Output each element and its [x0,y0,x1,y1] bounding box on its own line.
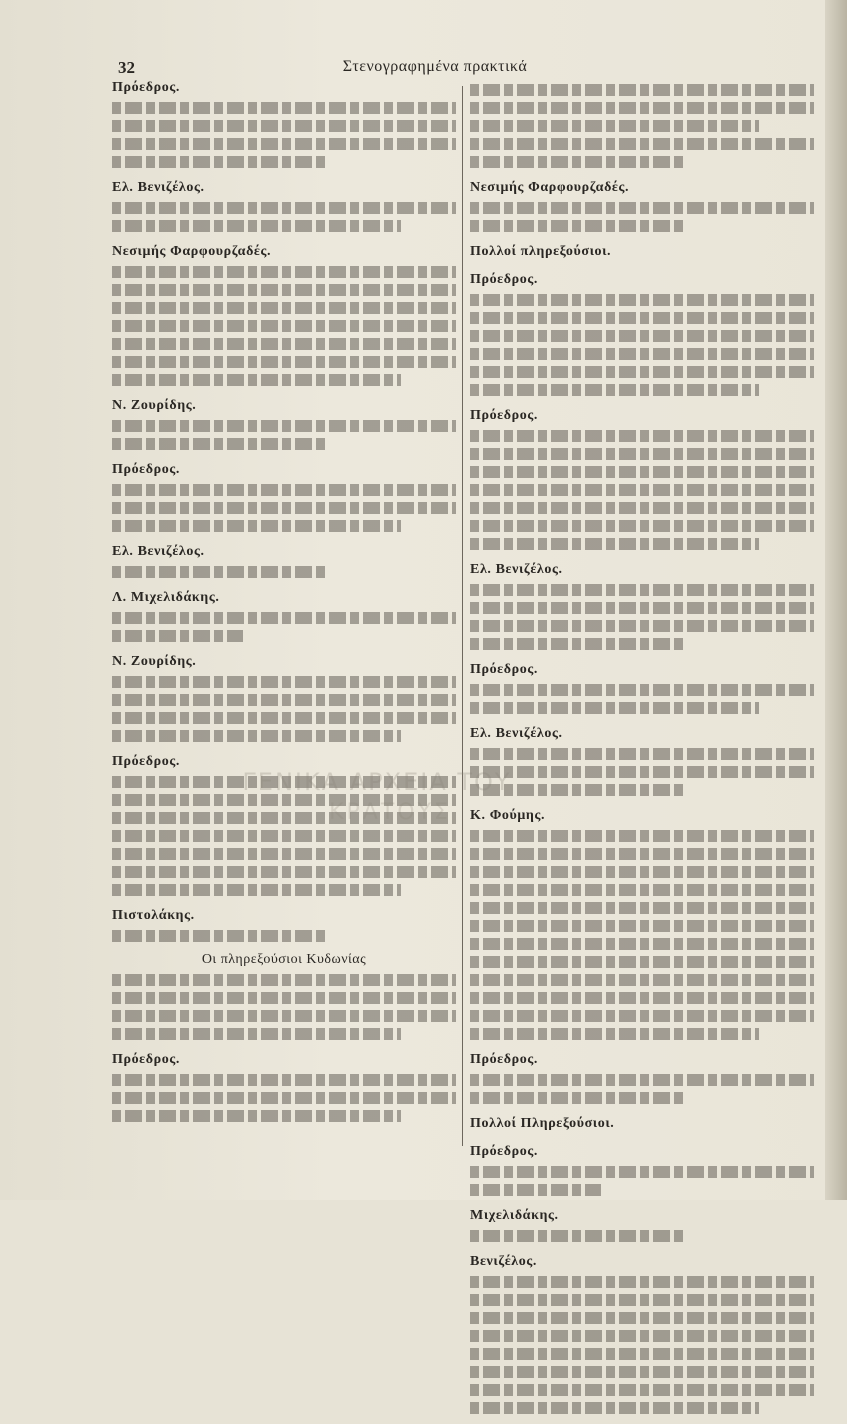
speech-block [112,1050,456,1122]
running-head: Στενογραφημένα πρακτικά [342,58,528,75]
speech-block [470,1206,814,1242]
speaker-name: Λ. Μιχελιδάκης. [112,590,220,605]
speech-block [470,806,814,1040]
speaker-name: Νεσιμής Φαρφουρζαδές. [112,244,272,259]
speech-block [470,560,814,650]
watermark: ΓΕΝΙΚΑ ΑΡΧΕΙΑ ΤΟΥ [242,768,512,796]
speech-block [112,178,456,232]
speaker-name: Ελ. Βενιζέλος. [470,726,563,741]
speaker-name: Μιχελιδάκης. [470,1208,559,1223]
speaker-name: Πρόεδρος. [470,1144,538,1159]
speech-block [470,178,814,232]
speaker-name: Ελ. Βενιζέλος. [470,562,563,577]
speaker-name: Ν. Ζουρίδης. [112,398,197,413]
speech-block [470,1252,814,1414]
speaker-name: Πρόεδρος. [470,408,538,423]
speech-block [112,652,456,742]
speech-block [112,396,456,450]
right-column [470,78,814,1424]
column-divider [462,86,463,1146]
speaker-name: Πρόεδρος. [112,462,180,477]
speaker-name: Ελ. Βενιζέλος. [112,544,205,559]
speech-block [112,974,456,1040]
speech-block [112,906,456,942]
speech-block [112,542,456,578]
speaker-name: Πρόεδρος. [112,80,180,95]
left-column [112,78,456,1132]
speech-block [470,242,814,260]
speaker-name: Ν. Ζουρίδης. [112,654,197,669]
speaker-name: Πρόεδρος. [470,272,538,287]
speech-block [112,588,456,642]
speaker-name: Πρόεδρος. [470,662,538,677]
speech-block [470,1142,814,1196]
speaker-name: Πρόεδρος. [112,1052,180,1067]
page-number: 32 [118,58,135,77]
speech-block [470,406,814,550]
page-edge [825,0,847,1200]
speaker-name: Ελ. Βενιζέλος. [112,180,205,195]
speech-block [470,270,814,396]
speaker-name: Νεσιμής Φαρφουρζαδές. [470,180,630,195]
speaker-name: Βενιζέλος. [470,1254,537,1269]
watermark: ΚΡΑΤΟΥΣ [329,800,451,825]
speech-block [112,78,456,168]
speaker-name: Πρόεδρος. [470,1052,538,1067]
speech-block [112,460,456,532]
speech-block [112,242,456,386]
section-heading: Οι πληρεξούσιοι Κυδωνίας [201,952,367,967]
speech-block [470,1114,814,1132]
speech-block [470,84,814,168]
speaker-name: Πολλοί πληρεξούσιοι. [470,244,612,259]
speaker-name: Πιστολάκης. [112,908,195,923]
speaker-name: Πρόεδρος. [112,754,180,769]
speaker-name: Πολλοί Πληρεξούσιοι. [470,1116,615,1131]
speech-block [470,1050,814,1104]
speaker-name: Κ. Φούμης. [470,808,546,823]
speech-block [470,660,814,714]
